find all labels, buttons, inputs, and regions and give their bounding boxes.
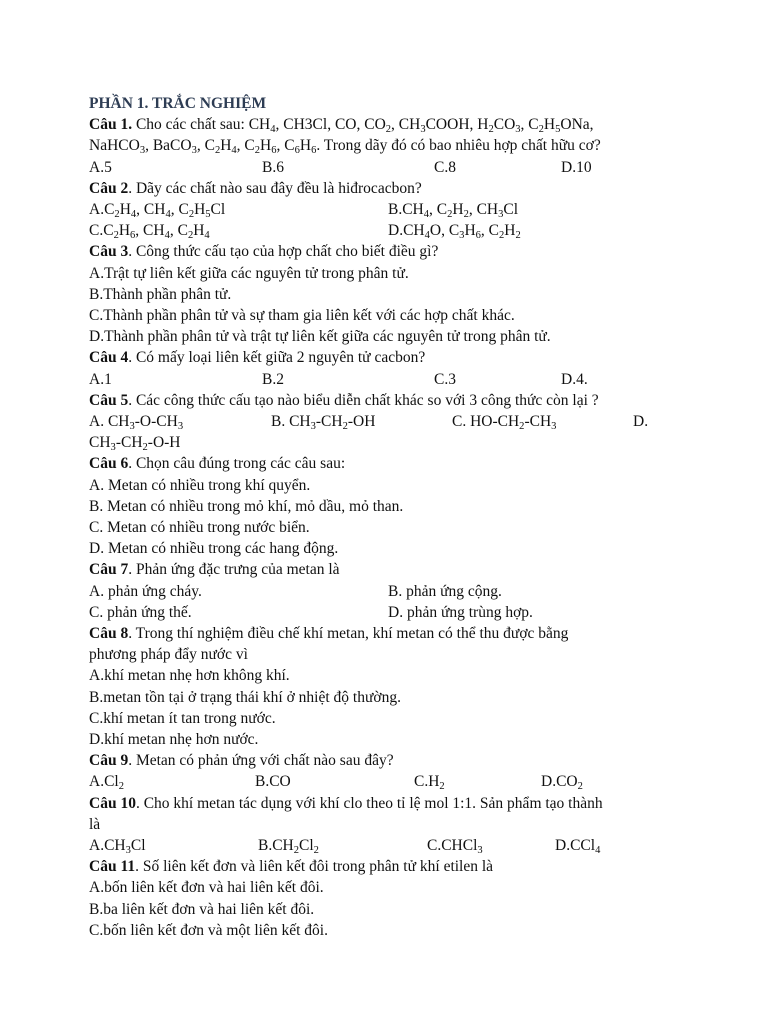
answer-option: D.Thành phần phân tử và trật tự liên kết giữa các nguyên tử trong phân tử. [89, 328, 551, 346]
answer-option: $B.CH_2Cl_2$ [258, 837, 319, 856]
question-number: Câu 5 [89, 391, 129, 409]
question-stem [89, 857, 689, 877]
answer-option: C. $HO-CH_2-CH_3$ [452, 413, 557, 432]
question-stem [89, 391, 689, 411]
answer-option: C.bốn liên kết đơn và một liên kết đôi. [89, 921, 328, 939]
answer-option: B. phản ứng cộng. [388, 582, 502, 600]
question-text: . Dãy các chất nào sau đây đều là hiđrocacbon? [128, 179, 422, 197]
answer-option: C. phản ứng thế. [89, 603, 192, 621]
question-stem [89, 560, 689, 580]
answer-option: A.bốn liên kết đơn và hai liên kết đôi. [89, 879, 324, 897]
question-text: . Số liên kết đơn và liên kết đôi trong phân tử khí etilen là [135, 858, 494, 876]
question-text: . Cho khí metan tác dụng với khí clo theo tỉ lệ mol 1:1. Sản phẩm tạo thành [135, 794, 603, 812]
question-stem [89, 115, 689, 135]
question-stem [89, 179, 689, 199]
answer-option: D. [633, 413, 649, 430]
answer-option: C.CHCl$_3$ [427, 837, 483, 856]
answer-option: D.khí metan nhẹ hơn nước. [89, 731, 259, 748]
answer-option: C.3 [434, 370, 456, 388]
answer-option: A.khí metan nhẹ hơn không khí. [89, 667, 290, 685]
question-number: Câu 8 [89, 625, 129, 642]
question-text: . Chọn câu đúng trong các câu sau: [128, 455, 346, 473]
answer-option: A. phản ứng cháy. [89, 582, 202, 600]
question-stem-continued [89, 815, 689, 835]
question-text: phương pháp đẩy nước vì [89, 646, 248, 664]
answer-option: $A.Cl_2$ [89, 773, 124, 793]
question-stem [89, 454, 689, 474]
question-text: . Công thức cấu tạo của hợp chất cho biết điều gì? [128, 243, 439, 261]
question-text: . Các công thức cấu tạo nào biểu diễn chất khác so với 3 công thức còn lại ? [128, 391, 599, 409]
answer-option: D.10 [561, 158, 592, 176]
answer-option: D.4. [561, 370, 588, 388]
question-number: Câu 3 [89, 243, 129, 261]
question-number: Câu 1. [89, 116, 133, 134]
question-number: Câu 9 [89, 752, 129, 770]
question-number: Câu 6 [89, 455, 129, 473]
question-number: Câu 10 [89, 794, 136, 812]
answer-option: $D.CH_4O$, $C_3H_6$, $C_2H_2$ [388, 222, 521, 242]
answer-option: D.CCl$_4$ [555, 837, 601, 856]
section-title: PHẦN 1. TRẮC NGHIỆM [89, 95, 267, 112]
answer-option: A.Trật tự liên kết giữa các nguyên tử trong phân tử. [89, 264, 409, 282]
question-stem [89, 624, 689, 644]
answer-option: $C.H_2$ [414, 773, 445, 793]
answer-option: B.6 [262, 158, 284, 176]
question-text: NaHCO$_3$, BaCO$_3$, $C_2H_4$, $C_2H_6$, $C_6H_6$. Trong dãy đó có bao nhiêu hợp chất hữu cơ? [89, 137, 601, 157]
answer-option: B. $CH_3-CH_2-OH$ [271, 413, 376, 432]
answer-option: A. Metan có nhiều trong khí quyển. [89, 476, 311, 494]
answer-option: $A.C_2H_4$, $CH_4$, $C_2H_5Cl$ [89, 201, 226, 220]
answer-option: B.Thành phần phân tử. [89, 285, 232, 303]
question-number: Câu 11 [89, 858, 136, 876]
answer-option: B. Metan có nhiều trong mỏ khí, mỏ dầu, mỏ than. [89, 497, 404, 515]
answer-option: C.khí metan ít tan trong nước. [89, 709, 276, 727]
question-stem-continued [89, 136, 689, 156]
answer-option: B.2 [262, 370, 284, 388]
answer-option: C.8 [434, 158, 456, 176]
question-text: . Metan có phản ứng với chất nào sau đây? [128, 752, 394, 770]
question-stem-continued [89, 645, 689, 665]
answer-option: B.CO [255, 773, 291, 791]
question-text: . Có mấy loại liên kết giữa 2 nguyên tử cacbon? [128, 349, 426, 367]
answer-option: $C.C_2H_6$, $CH_4$, $C_2H_4$ [89, 222, 210, 242]
answer-option: $B.CH_4$, $C_2H_2$, $CH_3Cl$ [388, 201, 519, 220]
question-number: Câu 7 [89, 561, 129, 579]
question-stem [89, 348, 689, 368]
question-text: . Phản ứng đặc trưng của metan là [128, 561, 340, 579]
answer-option: $A.CH_3Cl$ [89, 837, 146, 856]
answer-option: $D.CO_2$ [541, 773, 583, 793]
question-number: Câu 2 [89, 179, 129, 197]
answer-option: A.5 [89, 158, 112, 176]
answer-option: B.metan tồn tại ở trạng thái khí ở nhiệt độ thường. [89, 688, 401, 706]
question-number: Câu 4 [89, 349, 129, 367]
question-text: . Trong thí nghiệm điều chế khí metan, khí metan có thể thu được bằng [128, 625, 569, 642]
question-stem [89, 242, 689, 262]
answer-option: $CH_3-CH_2-O-H$ [89, 434, 181, 454]
answer-option: D. phản ứng trùng hợp. [388, 603, 533, 621]
answer-option: D. Metan có nhiều trong các hang động. [89, 540, 339, 558]
question-text: Cho các chất sau: $CH_4$, CH3Cl, CO, $CO_2$, $CH_3COOH$, $H_2CO_3$, $C_2H_5ONa$, [132, 116, 594, 136]
answer-option: A. $CH_3-O-CH_3$ [89, 413, 184, 432]
answer-option: C. Metan có nhiều trong nước biển. [89, 519, 310, 536]
question-stem [89, 751, 689, 771]
answer-option: A.1 [89, 370, 112, 388]
answer-option: B.ba liên kết đơn và hai liên kết đôi. [89, 900, 315, 918]
question-stem [89, 794, 689, 814]
answer-option: C.Thành phần phân tử và sự tham gia liên kết với các hợp chất khác. [89, 307, 515, 324]
question-text: là [89, 815, 101, 833]
